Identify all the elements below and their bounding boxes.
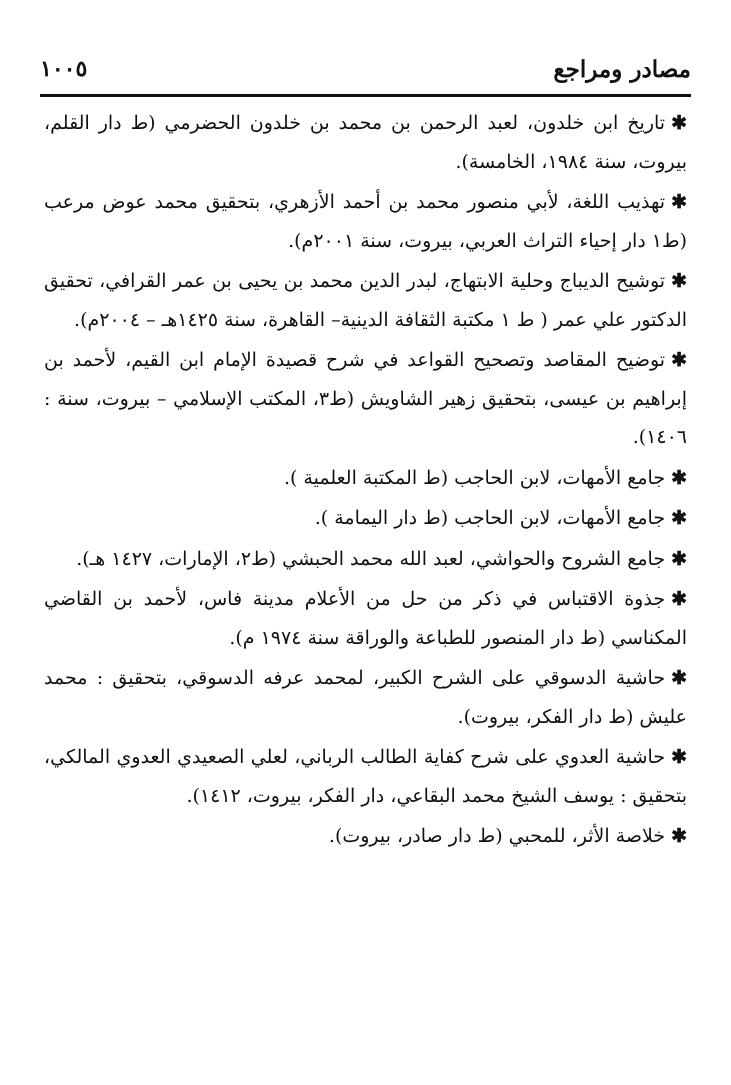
page-number: ١٠٠٥ — [40, 56, 88, 82]
asterisk-icon: ✱ — [671, 547, 687, 570]
asterisk-icon: ✱ — [671, 507, 687, 529]
reference-text: خلاصة الأثر، للمحبي (ط دار صادر، بيروت). — [328, 825, 666, 847]
page-header — [40, 52, 691, 92]
reference-text: جامع الشروح والحواشي، لعبد الله محمد الحبشي (ط٢، الإمارات، ١٤٢٧ هـ). — [76, 547, 666, 570]
reference-text: جذوة الاقتباس في ذكر من حل من الأعلام مدينة فاس، لأحمد بن القاضي المكناسي (ط دار المنصور للطباعة والوراقة سنة ١٩٧٤ م). — [44, 588, 687, 649]
reference-text: جامع الأمهات، لابن الحاجب (ط المكتبة العلمية ). — [283, 466, 666, 489]
reference-text: جامع الأمهات، لابن الحاجب (ط دار اليمامة ). — [314, 507, 666, 529]
reference-entry — [44, 459, 687, 498]
reference-entry — [44, 817, 687, 856]
reference-text: تهذيب اللغة، لأبي منصور محمد بن أحمد الأزهري، بتحقيق محمد عوض مرعب (ط١ دار إحياء التراث العربي، بيروت، سنة ٢٠٠١م). — [44, 191, 687, 252]
reference-text: حاشية العدوي على شرح كفاية الطالب الرباني، لعلي الصعيدي العدوي المالكي، بتحقيق : يوسف الشيخ محمد البقاعي، دار الفكر، بيروت، ١٤١٢). — [44, 746, 687, 807]
asterisk-icon: ✱ — [671, 746, 687, 768]
header-rule — [40, 94, 691, 97]
reference-entry — [44, 540, 687, 579]
reference-entry — [44, 341, 687, 457]
reference-text: توضيح المقاصد وتصحيح القواعد في شرح قصيدة الإمام ابن القيم، لأحمد بن إبراهيم بن عيسى، بتحقيق زهير الشاويش (ط٣، المكتب الإسلامي – بيروت، سنة : ١٤٠٦). — [44, 349, 687, 448]
running-title: مصادر ومراجع — [553, 56, 691, 83]
reference-entry — [44, 499, 687, 538]
asterisk-icon: ✱ — [671, 191, 687, 213]
asterisk-icon: ✱ — [671, 466, 687, 489]
asterisk-icon: ✱ — [671, 588, 687, 610]
asterisk-icon: ✱ — [671, 825, 687, 847]
reference-entry — [44, 580, 687, 657]
asterisk-icon: ✱ — [671, 112, 687, 134]
reference-entry — [44, 183, 687, 260]
reference-text: حاشية الدسوقي على الشرح الكبير، لمحمد عرفه الدسوقي، بتحقيق : محمد عليش (ط دار الفكر، بيروت). — [44, 667, 687, 728]
reference-entry — [44, 738, 687, 815]
reference-text: تاريخ ابن خلدون، لعبد الرحمن بن محمد بن خلدون الحضرمي (ط دار القلم، بيروت، سنة ١٩٨٤، الخامسة). — [44, 112, 687, 173]
reference-entry — [44, 659, 687, 736]
reference-text: توشيح الديباج وحلية الابتهاج، لبدر الدين محمد بن يحيى بن عمر القرافي، تحقيق الدكتور علي عمر ( ط ١ مكتبة الثقافة الدينية– القاهرة، سنة ١٤٢٥هـ – ٢٠٠٤م). — [44, 270, 687, 331]
asterisk-icon: ✱ — [671, 270, 687, 292]
reference-entry — [44, 262, 687, 339]
reference-entry — [44, 104, 687, 181]
asterisk-icon: ✱ — [671, 667, 687, 689]
asterisk-icon: ✱ — [671, 349, 687, 371]
references-list — [44, 104, 687, 858]
